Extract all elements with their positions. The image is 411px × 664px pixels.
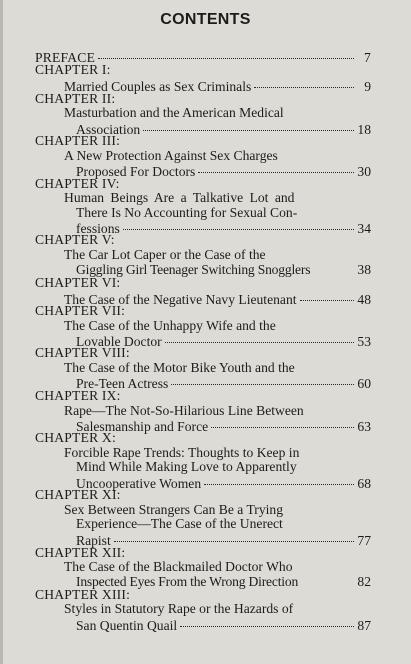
chapter-title-line: San Quentin Quail xyxy=(76,618,178,633)
chapter-title-line: Rape—The Not-So-Hilarious Line Between xyxy=(64,403,304,418)
toc-entry xyxy=(76,417,371,434)
page-edge-shadow xyxy=(0,0,3,664)
chapter-label: CHAPTER VI: xyxy=(35,275,121,290)
page-number: 63 xyxy=(357,419,371,434)
chapter-label: CHAPTER IV: xyxy=(35,176,120,191)
chapter-label: CHAPTER XI: xyxy=(35,487,121,502)
chapter-label: CHAPTER IX: xyxy=(35,388,121,403)
dot-leader xyxy=(313,258,354,271)
chapter-title-line: The Case of the Motor Bike Youth and the xyxy=(64,360,295,375)
chapter-title-line: A New Protection Against Sex Charges xyxy=(64,148,278,163)
chapter-label: CHAPTER VIII: xyxy=(35,345,130,360)
chapter-label: CHAPTER XIII: xyxy=(35,587,131,602)
preface-label: PREFACE xyxy=(35,50,96,65)
toc-entry xyxy=(76,162,371,179)
chapter-label: CHAPTER I: xyxy=(35,62,111,77)
page-number: 9 xyxy=(364,79,371,94)
chapter-title-line: Experience—The Case of the Unerect xyxy=(76,516,283,531)
dot-leader xyxy=(204,471,354,485)
toc-entry xyxy=(76,219,371,236)
chapter-label: CHAPTER X: xyxy=(35,430,116,445)
chapter-title-line: Rapist xyxy=(76,533,111,548)
chapter-title-line: Salesmanship and Force xyxy=(76,419,209,434)
chapter-title-line: There Is No Accounting for Sexual Con- xyxy=(76,205,298,220)
dot-leader xyxy=(254,74,354,88)
page-title: CONTENTS xyxy=(160,11,251,28)
chapter-title-line: The Car Lot Caper or the Case of the xyxy=(64,247,266,262)
page-number: 34 xyxy=(357,221,371,236)
chapter-label: CHAPTER VII: xyxy=(35,303,126,318)
page-number: 30 xyxy=(357,164,371,179)
page-number: 77 xyxy=(357,533,371,548)
page-number: 60 xyxy=(357,376,371,391)
chapter-title-line: Sex Between Strangers Can Be a Trying xyxy=(64,502,283,517)
toc-entry xyxy=(76,120,371,137)
dot-leader xyxy=(301,570,354,583)
chapter-label: CHAPTER V: xyxy=(35,232,115,247)
page-number: 38 xyxy=(357,262,371,277)
chapter-label: CHAPTER II: xyxy=(35,91,116,106)
page-number: 82 xyxy=(357,574,371,589)
chapter-title-line: Uncooperative Women xyxy=(76,476,202,491)
dot-leader xyxy=(180,613,354,627)
dot-leader xyxy=(211,414,354,428)
chapter-title-line: Styles in Statutory Rape or the Hazards of xyxy=(64,601,294,616)
page-number: 87 xyxy=(357,618,371,633)
chapter-title-line: Forcible Rape Trends: Thoughts to Keep in xyxy=(64,445,300,460)
dot-leader xyxy=(171,371,354,385)
chapter-label: CHAPTER XII: xyxy=(35,545,126,560)
chapter-title-line: The Case of the Negative Navy Lieutenant xyxy=(64,292,297,307)
chapter-title-line: The Case of the Unhappy Wife and the xyxy=(64,318,276,333)
chapter-title-line: Married Couples as Sex Criminals xyxy=(64,79,252,94)
chapter-label: CHAPTER III: xyxy=(35,133,121,148)
chapter-title-line: Human Beings Are a Talkative Lot and xyxy=(64,190,295,205)
dot-leader xyxy=(165,329,354,343)
chapter-title-line: fessions xyxy=(76,221,120,236)
chapter-title-line: The Case of the Blackmailed Doctor Who xyxy=(64,559,293,574)
dot-leader xyxy=(114,528,354,542)
toc-entry xyxy=(76,616,371,633)
chapter-title-line: Giggling Girl Teenager Switching Snogglers xyxy=(76,262,311,277)
chapter-title-line: Inspected Eyes From the Wrong Direction xyxy=(76,574,299,589)
dot-leader xyxy=(300,287,354,301)
page-number: 68 xyxy=(357,476,371,491)
page-number: 48 xyxy=(357,292,371,307)
dot-leader xyxy=(123,216,354,230)
chapter-title-line: Proposed For Doctors xyxy=(76,164,196,179)
chapter-title-line: Association xyxy=(76,122,141,137)
chapter-title-line: Pre-Teen Actress xyxy=(76,376,169,391)
chapter-title-line: Mind While Making Love to Apparently xyxy=(76,459,297,474)
dot-leader xyxy=(143,117,354,131)
dot-leader xyxy=(98,45,354,59)
chapter-title-line: Masturbation and the American Medical xyxy=(64,105,284,120)
page-number: 53 xyxy=(357,334,371,349)
chapter-title-line: Lovable Doctor xyxy=(76,334,162,349)
page-number: 18 xyxy=(357,122,371,137)
dot-leader xyxy=(198,159,354,173)
page-number: 7 xyxy=(364,50,371,65)
